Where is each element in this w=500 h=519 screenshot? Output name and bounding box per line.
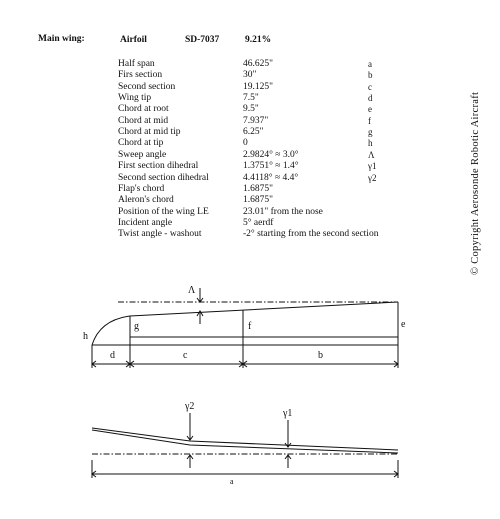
copyright-notice: © Copyright Aerosonde Robotic Aircraft [470, 91, 481, 275]
spec-label: Twist angle - washout [118, 229, 202, 240]
label-lambda: Λ [188, 285, 196, 296]
spec-value: 9.5" [243, 104, 259, 115]
spec-symbol: f [368, 115, 371, 126]
spec-label: Half span [118, 59, 155, 69]
spec-value: 5° aerdf [243, 217, 274, 228]
label-d: d [110, 350, 115, 361]
front-lower-surface [92, 430, 398, 453]
spec-symbol: e [368, 104, 372, 115]
spec-value: 7.5" [243, 93, 259, 104]
spec-label: Second section [118, 81, 176, 92]
spec-symbol: b [368, 70, 373, 81]
spec-symbol: h [368, 138, 373, 149]
wing-front-view [92, 413, 398, 478]
spec-value: 6.25" [243, 127, 264, 138]
spec-value: 19.125" [243, 81, 274, 92]
spec-value: 7.937" [243, 115, 269, 126]
spec-value: 23.01" from the nose [243, 206, 323, 217]
spec-value: 1.3751° ≈ 1.4° [243, 161, 299, 172]
label-h: h [83, 331, 88, 342]
spec-label: Sweep angle [118, 149, 167, 160]
spec-label: Second section dihedral [118, 172, 209, 183]
spec-symbol: γ2 [368, 172, 377, 183]
spec-symbol: a [368, 59, 372, 69]
label-a: a [230, 477, 234, 486]
label-gamma1: γ1 [283, 408, 293, 419]
label-b: b [318, 350, 323, 361]
spec-label: Chord at root [118, 104, 169, 115]
spec-label: Flap's chord [118, 183, 165, 194]
label-f: f [248, 321, 252, 332]
spec-value: 46.625" [243, 59, 274, 69]
airfoil-label: Airfoil [120, 35, 147, 45]
spec-value: 0 [243, 138, 248, 149]
spec-label: First section dihedral [118, 161, 199, 172]
spec-symbol: Λ [368, 149, 375, 160]
spec-label: Incident angle [118, 217, 173, 228]
label-c: c [183, 350, 188, 361]
label-e: e [401, 319, 406, 330]
spec-label: Position of the wing LE [118, 206, 209, 217]
spec-label: Chord at mid tip [118, 127, 181, 138]
spec-label: Chord at mid [118, 115, 169, 126]
spec-symbol: g [368, 127, 373, 138]
spec-label: Wing tip [118, 93, 152, 104]
label-gamma2: γ2 [185, 401, 195, 412]
spec-symbol: d [368, 93, 373, 104]
airfoil-name: SD-7037 [185, 35, 220, 45]
label-g: g [134, 321, 139, 332]
spec-label: Chord at tip [118, 138, 164, 149]
airfoil-thickness: 9.21% [245, 35, 272, 45]
spec-value: 4.4118° ≈ 4.4° [243, 172, 299, 183]
spec-label: Aleron's chord [118, 195, 174, 206]
spec-symbol: c [368, 81, 372, 92]
spec-symbol: γ1 [368, 161, 377, 172]
spec-value: 1.6875" [243, 183, 274, 194]
spec-value: 30" [243, 70, 257, 81]
spec-label: Firs section [118, 70, 163, 81]
spec-value: -2° starting from the second section [243, 229, 379, 240]
spec-value: 2.9824° ≈ 3.0° [243, 149, 299, 160]
spec-value: 1.6875" [243, 195, 274, 206]
wing-title: Main wing: [38, 34, 85, 44]
